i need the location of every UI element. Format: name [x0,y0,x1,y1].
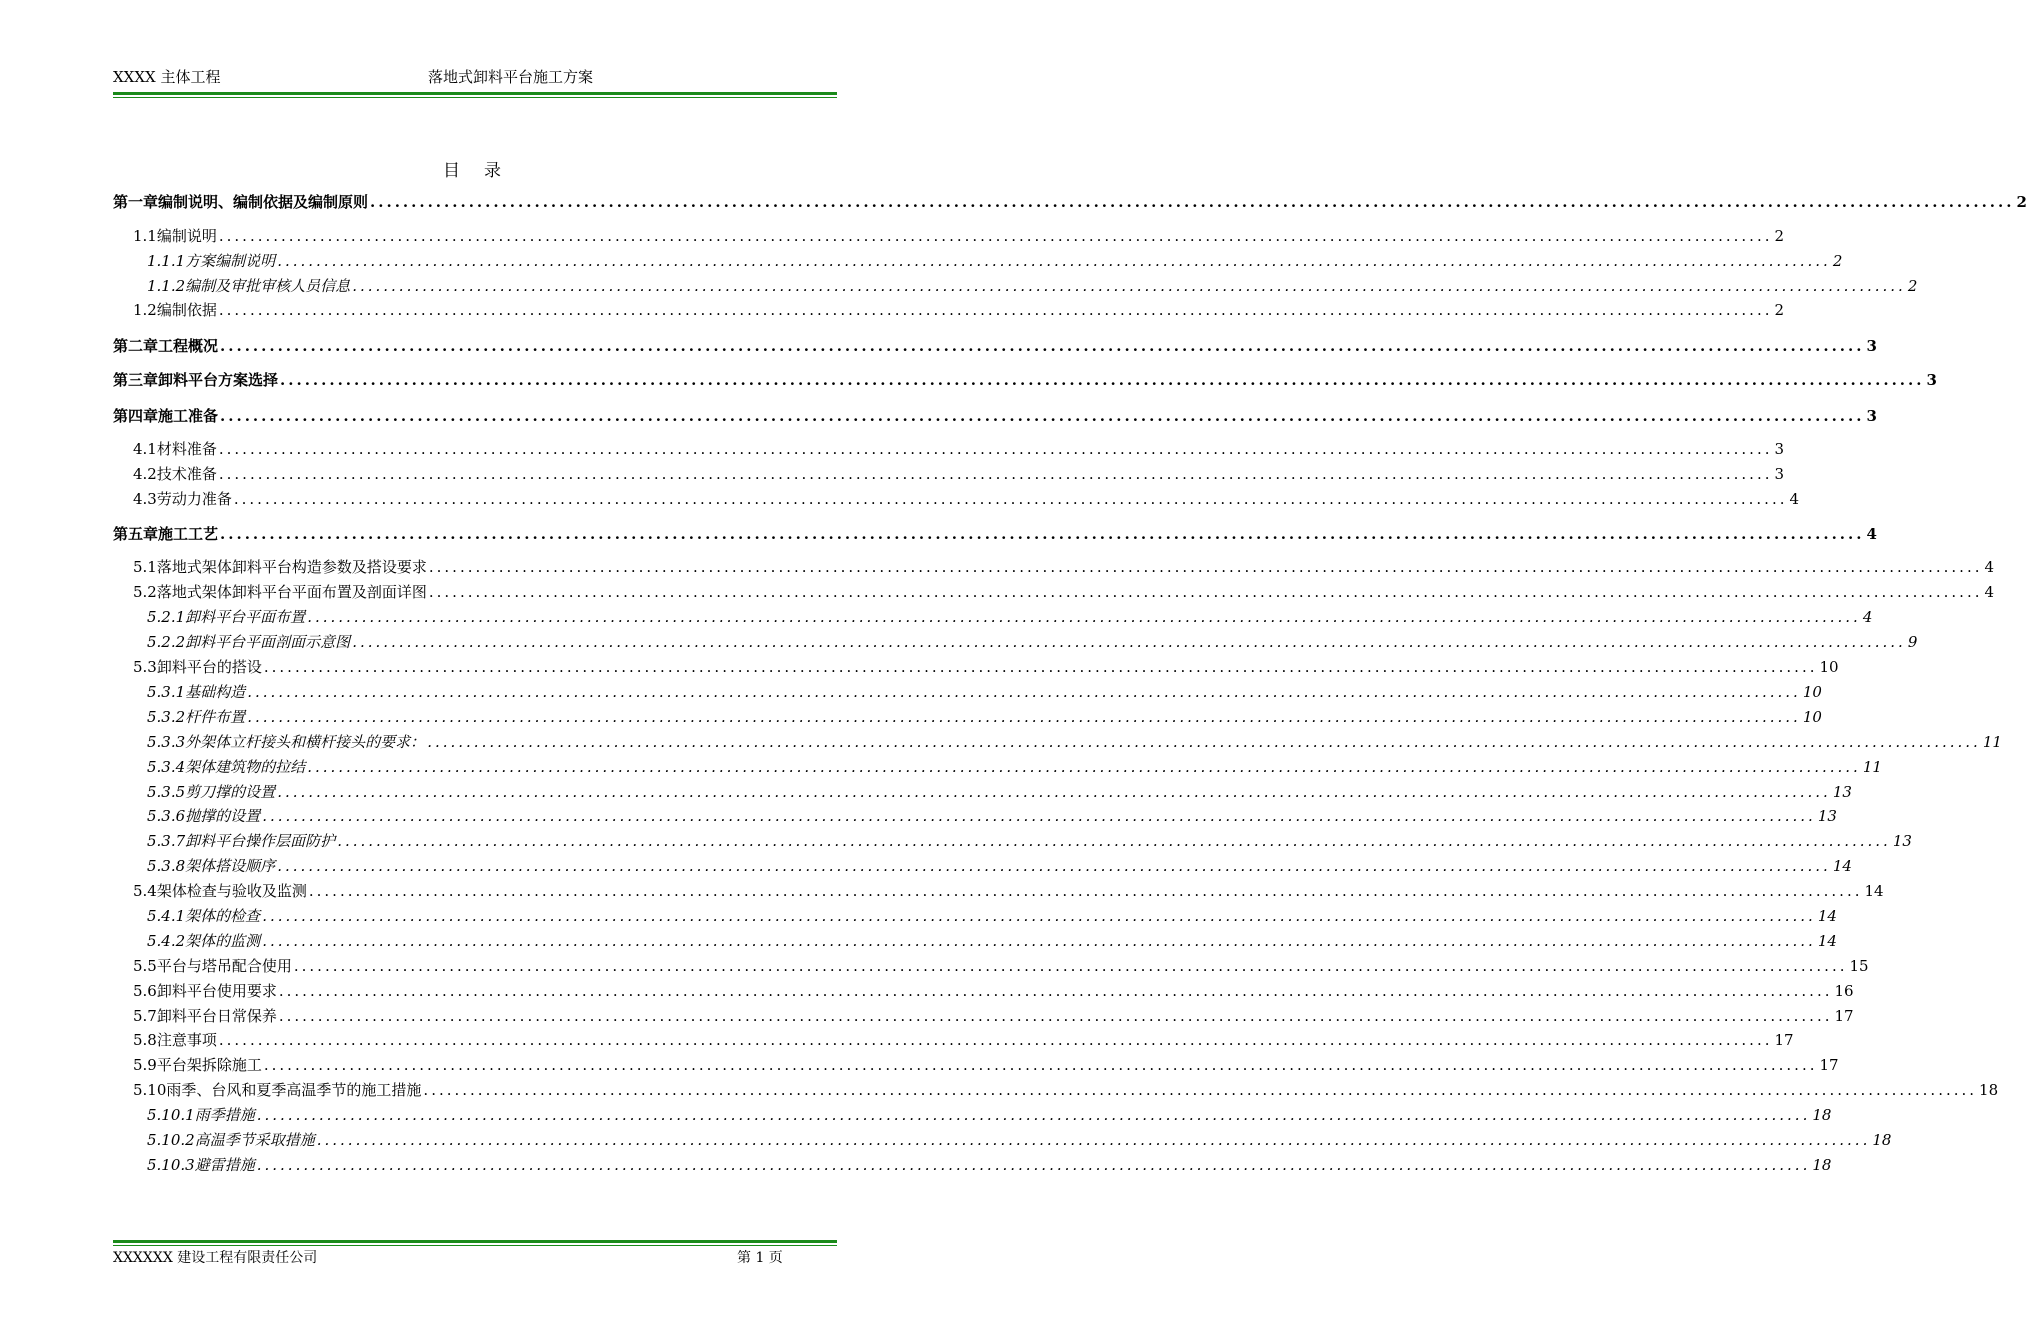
toc-entry-title: 雨季、台风和夏季高温季节的施工措施 [166,1081,422,1099]
toc-leader-dots: ........................................................................................................................................................................................................ [307,758,1861,776]
toc-entry-page: 17 [1819,1056,1839,1074]
toc-leader-dots: ........................................................................................................................................................................................................ [352,633,1906,651]
toc-leader-dots: ........................................................................................................................................................................................................ [220,525,1865,543]
toc-entry-title: 基础构造 [185,683,246,701]
toc-entry-number: 5.3.2 [147,708,186,726]
toc-leader-dots: ........................................................................................................................................................................................................ [277,252,1831,270]
toc-entry[interactable] [113,606,1873,628]
toc-entry-page: 3 [1774,440,1785,458]
toc-entry[interactable] [113,855,1852,877]
toc-entry-page: 14 [1817,932,1837,950]
toc-entry-number: 第一章 [113,193,159,211]
toc-entry[interactable] [113,581,1995,603]
toc-entry-title: 卸料平台的搭设 [156,658,262,676]
toc-entry[interactable] [113,523,1877,545]
toc-entry-page: 11 [1862,758,1882,776]
toc-entry-title: 卸料平台方案选择 [158,371,279,389]
toc-entry[interactable] [113,556,1995,578]
toc-entry-title: 编制说明 [156,227,217,245]
toc-entry[interactable] [113,1005,1854,1027]
toc-leader-dots: ........................................................................................................................................................................................................ [352,277,1906,295]
toc-entry-title: 架体建筑物的拉结 [185,758,306,776]
toc-entry-page: 13 [1817,807,1837,825]
toc-entry-title: 卸料平台平面剖面示意图 [185,633,351,651]
toc-entry-title: 抛撑的设置 [185,807,261,825]
toc-entry-page: 4 [1866,525,1877,543]
toc-entry-page: 4 [1789,490,1800,508]
toc-entry-page: 2 [1907,277,1918,295]
toc-entry-page: 16 [1834,982,1854,1000]
toc-entry-number: 5.4.2 [147,932,186,950]
toc-entry-page: 17 [1774,1031,1794,1049]
toc-entry-page: 18 [1872,1131,1892,1149]
toc-entry-number: 5.9 [133,1056,157,1074]
toc-entry-page: 2 [1774,301,1785,319]
toc-entry-title: 雨季措施 [194,1106,255,1124]
toc-leader-dots: ........................................................................................................................................................................................................ [220,337,1865,355]
toc-leader-dots: ........................................................................................................................................................................................................ [233,490,1788,508]
toc-entry-title: 劳动力准备 [156,490,232,508]
toc-leader-dots: ........................................................................................................................................................................................................ [218,227,1773,245]
toc-entry-page: 9 [1907,633,1918,651]
toc-leader-dots: ........................................................................................................................................................................................................ [247,683,1801,701]
toc-entry[interactable] [113,1054,1839,1076]
toc-entry-page: 2 [1774,227,1785,245]
toc-entry-page: 3 [1926,371,1937,389]
toc-title: 目录 [443,161,525,181]
toc-entry[interactable] [113,731,2002,753]
toc-entry[interactable] [113,955,1869,977]
toc-entry-number: 1.1.2 [147,277,186,295]
toc-entry[interactable] [113,706,1822,728]
toc-entry-page: 10 [1802,683,1822,701]
toc-leader-dots: ........................................................................................................................................................................................................ [277,857,1831,875]
toc-entry[interactable] [113,905,1837,927]
toc-entry-page: 18 [1812,1106,1832,1124]
toc-entry-title: 架体的监测 [185,932,261,950]
toc-entry-number: 5.3.3 [147,733,186,751]
toc-entry-number: 第三章 [113,371,159,389]
toc-leader-dots: ........................................................................................................................................................................................................ [263,658,1818,676]
toc-entry-number: 第四章 [113,407,159,425]
toc-entry-title: 卸料平台平面布置 [185,608,306,626]
toc-entry-title: 卸料平台操作层面防护 [185,832,336,850]
toc-entry[interactable] [113,830,1912,852]
toc-entry-page: 14 [1832,857,1852,875]
toc-entry-number: 5.2.1 [147,608,186,626]
toc-entry[interactable] [113,369,1937,391]
toc-entry-page: 18 [1812,1156,1832,1174]
toc-entry[interactable] [113,438,1785,460]
header-rule-thin [113,97,837,98]
toc-entry-number: 1.1 [133,227,157,245]
toc-leader-dots: ........................................................................................................................................................................................................ [278,982,1833,1000]
toc-entry-number: 1.2 [133,301,157,319]
toc-entry-number: 4.3 [133,490,157,508]
toc-entry[interactable] [113,631,1918,653]
toc-entry[interactable] [113,299,1785,321]
toc-entry-number: 5.10.2 [147,1131,195,1149]
toc-entry-page: 13 [1892,832,1912,850]
toc-entry-title: 技术准备 [156,465,217,483]
toc-entry[interactable] [113,781,1852,803]
toc-leader-dots: ........................................................................................................................................................................................................ [423,1081,1978,1099]
toc-entry-title: 方案编制说明 [185,252,276,270]
toc-entry[interactable] [113,756,1882,778]
toc-entry-page: 3 [1866,337,1877,355]
toc-entry-title: 卸料平台日常保养 [156,1007,277,1025]
toc-entry-number: 5.6 [133,982,157,1000]
toc-entry-number: 5.3.4 [147,758,186,776]
toc-entry-title: 施工准备 [158,407,219,425]
toc-entry-page: 15 [1849,957,1869,975]
toc-entry-title: 平台架拆除施工 [156,1056,262,1074]
toc-entry-number: 5.3.7 [147,832,186,850]
toc-entry-number: 5.3.5 [147,783,186,801]
header-project-name: XXXX 主体工程 [113,68,221,86]
toc-entry[interactable] [113,191,2027,213]
toc-entry-title: 编制依据 [156,301,217,319]
toc-entry-title: 施工工艺 [158,525,219,543]
toc-entry-page: 2 [1832,252,1843,270]
toc-entry-page: 3 [1774,465,1785,483]
toc-entry-number: 5.8 [133,1031,157,1049]
toc-entry-title: 落地式架体卸料平台平面布置及剖面详图 [156,583,427,601]
toc-entry-title: 杆件布置 [185,708,246,726]
toc-entry-number: 5.3 [133,658,157,676]
toc-leader-dots: ........................................................................................................................................................................................................ [307,608,1861,626]
toc-entry[interactable] [113,656,1839,678]
footer-company-name: XXXXXX 建设工程有限责任公司 [113,1250,318,1266]
toc-entry[interactable] [113,1129,1892,1151]
toc-entry-number: 5.10 [133,1081,167,1099]
toc-leader-dots: ........................................................................................................................................................................................................ [337,832,1891,850]
toc-entry[interactable] [113,930,1837,952]
toc-entry-title: 落地式架体卸料平台构造参数及搭设要求 [156,558,427,576]
toc-entry-title: 剪刀撑的设置 [185,783,276,801]
toc-entry-page: 3 [1866,407,1877,425]
header-document-title: 落地式卸料平台施工方案 [428,68,594,86]
toc-entry-number: 5.3.1 [147,683,186,701]
toc-leader-dots: ........................................................................................................................................................................................................ [262,932,1816,950]
toc-entry-page: 11 [1982,733,2002,751]
toc-entry-title: 架体搭设顺序 [185,857,276,875]
toc-entry[interactable] [113,1154,1832,1176]
toc-entry-number: 5.10.3 [147,1156,195,1174]
toc-entry-number: 5.2.2 [147,633,186,651]
toc-leader-dots: ........................................................................................................................................................................................................ [218,1031,1773,1049]
toc-leader-dots: ........................................................................................................................................................................................................ [427,733,1981,751]
toc-entry-title: 材料准备 [156,440,217,458]
toc-leader-dots: ........................................................................................................................................................................................................ [308,882,1863,900]
toc-entry-number: 5.10.1 [147,1106,195,1124]
toc-entry-page: 4 [1984,583,1995,601]
toc-leader-dots: ........................................................................................................................................................................................................ [277,783,1831,801]
toc-leader-dots: ........................................................................................................................................................................................................ [220,407,1865,425]
toc-entry-number: 5.1 [133,558,157,576]
toc-entry-page: 10 [1819,658,1839,676]
toc-entry[interactable] [113,805,1837,827]
toc-entry-number: 第二章 [113,337,159,355]
toc-entry-number: 5.4 [133,882,157,900]
toc-entry[interactable] [113,880,1884,902]
toc-entry[interactable] [113,980,1854,1002]
toc-entry[interactable] [113,1029,1794,1051]
toc-entry-number: 4.1 [133,440,157,458]
toc-entry-title: 卸料平台使用要求 [156,982,277,1000]
toc-entry[interactable] [113,681,1822,703]
toc-entry-title: 编制说明、编制依据及编制原则 [158,193,369,211]
footer-rule-thick [113,1240,837,1243]
toc-entry-title: 编制及审批审核人员信息 [185,277,351,295]
toc-leader-dots: ........................................................................................................................................................................................................ [218,440,1773,458]
toc-entry[interactable] [113,335,1877,357]
toc-entry-title: 注意事项 [156,1031,217,1049]
toc-entry[interactable] [113,405,1877,427]
toc-entry-title: 架体的检查 [185,907,261,925]
toc-leader-dots: ........................................................................................................................................................................................................ [262,807,1816,825]
toc-leader-dots: ........................................................................................................................................................................................................ [370,193,2015,211]
toc-entry-page: 17 [1834,1007,1854,1025]
toc-leader-dots: ........................................................................................................................................................................................................ [256,1156,1811,1174]
toc-entry-number: 第五章 [113,525,159,543]
toc-leader-dots: ........................................................................................................................................................................................................ [280,371,1925,389]
toc-entry-title: 外架体立杆接头和横杆接头的要求： [185,733,426,751]
toc-entry-title: 避雷措施 [194,1156,255,1174]
toc-entry-page: 4 [1984,558,1995,576]
toc-entry-page: 10 [1802,708,1822,726]
header-rule-thick [113,92,837,95]
toc-entry-page: 2 [2016,193,2027,211]
toc-entry[interactable] [113,250,1843,272]
toc-entry-page: 18 [1979,1081,1999,1099]
toc-entry-number: 5.5 [133,957,157,975]
toc-entry-page: 13 [1832,783,1852,801]
toc-leader-dots: ........................................................................................................................................................................................................ [262,907,1816,925]
toc-leader-dots: ........................................................................................................................................................................................................ [256,1106,1811,1124]
toc-entry-title: 高温季节采取措施 [194,1131,315,1149]
toc-entry-number: 5.2 [133,583,157,601]
toc-leader-dots: ........................................................................................................................................................................................................ [263,1056,1818,1074]
toc-leader-dots: ........................................................................................................................................................................................................ [218,301,1773,319]
toc-leader-dots: ........................................................................................................................................................................................................ [428,583,1983,601]
toc-entry-page: 14 [1864,882,1884,900]
toc-leader-dots: ........................................................................................................................................................................................................ [316,1131,1871,1149]
toc-leader-dots: ........................................................................................................................................................................................................ [218,465,1773,483]
toc-entry[interactable] [113,1104,1832,1126]
toc-entry-title: 架体检查与验收及监测 [156,882,307,900]
toc-entry-page: 14 [1817,907,1837,925]
toc-entry[interactable] [113,488,1800,510]
footer-rule-thin [113,1245,837,1246]
toc-entry[interactable] [113,275,1918,297]
toc-entry-number: 4.2 [133,465,157,483]
toc-entry-title: 平台与塔吊配合使用 [156,957,292,975]
toc-entry[interactable] [113,1079,1999,1101]
toc-leader-dots: ........................................................................................................................................................................................................ [428,558,1983,576]
toc-leader-dots: ........................................................................................................................................................................................................ [293,957,1848,975]
toc-entry-number: 5.7 [133,1007,157,1025]
toc-entry[interactable] [113,225,1785,247]
footer-page-number: 第 1 页 [737,1250,783,1266]
toc-entry-number: 5.3.6 [147,807,186,825]
toc-entry-number: 1.1.1 [147,252,186,270]
toc-entry-title: 工程概况 [158,337,219,355]
toc-leader-dots: ........................................................................................................................................................................................................ [278,1007,1833,1025]
toc-leader-dots: ........................................................................................................................................................................................................ [247,708,1801,726]
toc-entry[interactable] [113,463,1785,485]
toc-entry-page: 4 [1862,608,1873,626]
toc-entry-number: 5.4.1 [147,907,186,925]
toc-entry-number: 5.3.8 [147,857,186,875]
